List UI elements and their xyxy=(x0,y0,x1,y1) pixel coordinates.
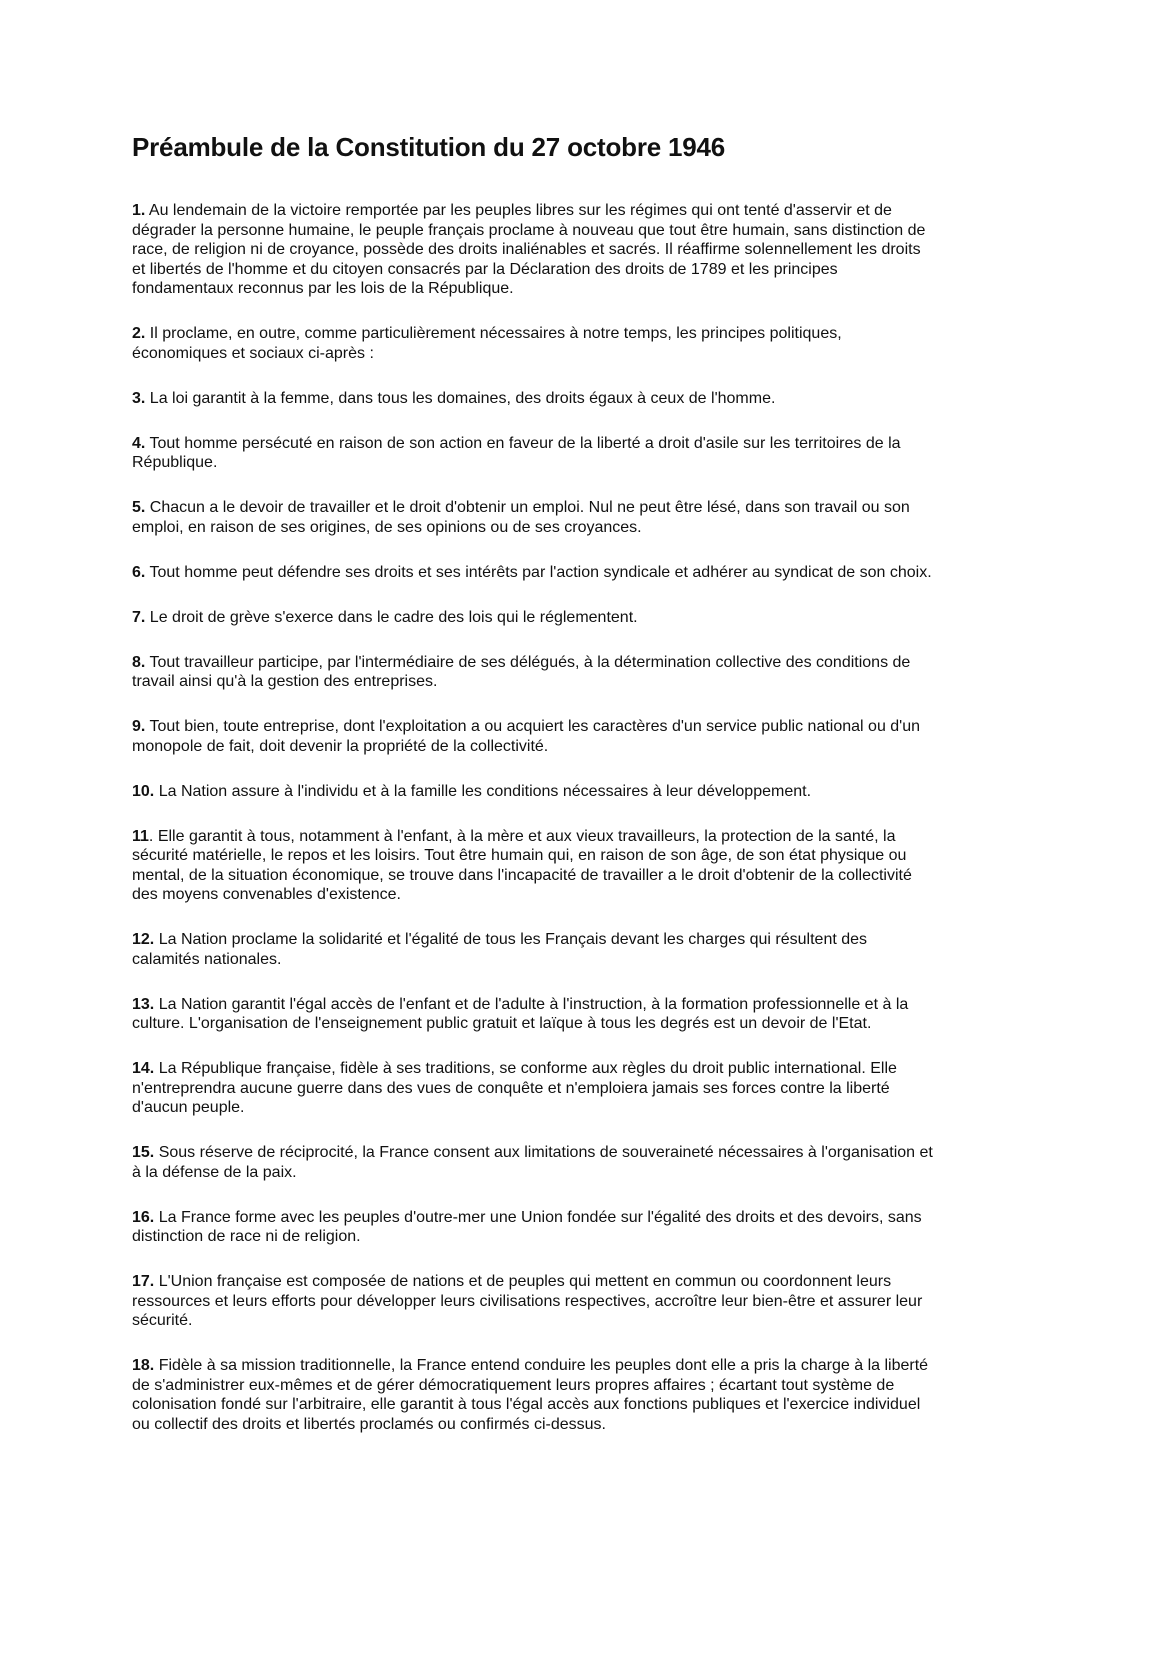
article-number: 13. xyxy=(132,995,155,1013)
document-title: Préambule de la Constitution du 27 octobre 1946 xyxy=(132,132,726,162)
line-text: race, de religion ni de croyance, possède des droits inaliénables et sacrés. Il réaffirme solennellement les droits xyxy=(132,241,921,258)
paragraph-line xyxy=(132,1272,992,1292)
line-text: de s'administrer eux-mêmes et de gérer démocratiquement leurs propres affaires ; écartant tout système de xyxy=(132,1376,895,1394)
paragraph-line xyxy=(132,1292,992,1312)
line-text: fondamentaux reconnus par les lois de la République. xyxy=(132,280,514,297)
line-text: Tout travailleur participe, par l'intermédiaire de ses délégués, à la détermination collective des conditions de xyxy=(149,653,911,671)
line-text: colonisation fondé sur l'arbitraire, elle garantit à tous l'égal accès aux fonctions publiques et l'exercice individuel xyxy=(132,1396,921,1413)
line-text: des moyens convenables d'existence. xyxy=(132,886,401,903)
line-text: La Nation garantit l'égal accès de l'enfant et de l'adulte à l'instruction, à la formation professionnelle et à la xyxy=(158,995,909,1013)
article-number: 18. xyxy=(132,1357,155,1374)
article-number: 3. xyxy=(132,389,146,407)
article-paragraph xyxy=(132,930,992,969)
paragraph-line xyxy=(132,563,992,583)
line-text: La France forme avec les peuples d'outre-mer une Union fondée sur l'égalité des droits et des devoirs, sans xyxy=(158,1208,922,1226)
paragraph-line xyxy=(132,995,992,1015)
paragraph-line xyxy=(132,672,992,692)
paragraph-line xyxy=(132,950,992,970)
line-text: à la défense de la paix. xyxy=(132,1163,297,1181)
article-paragraph xyxy=(132,324,992,363)
line-text: Au lendemain de la victoire remportée par les peuples libres sur les régimes qui ont tenté d'asservir et de xyxy=(148,202,892,219)
paragraph-line xyxy=(132,434,992,454)
line-text: Le droit de grève s'exerce dans le cadre des lois qui le réglementent. xyxy=(149,608,638,626)
line-text: économiques et sociaux ci-après : xyxy=(132,344,374,362)
paragraph-line xyxy=(132,1311,992,1331)
paragraph-line xyxy=(132,1079,992,1099)
article-number: 10. xyxy=(132,782,155,800)
paragraph-line xyxy=(132,1415,992,1435)
line-text: La Nation assure à l'individu et à la famille les conditions nécessaires à leur développement. xyxy=(158,782,812,800)
article-number: 1. xyxy=(132,202,146,219)
paragraph-line xyxy=(132,717,992,737)
line-text: La loi garantit à la femme, dans tous les domaines, des droits égaux à ceux de l'homme. xyxy=(149,389,776,407)
line-text: emploi, en raison de ses origines, de ses opinions ou de ses croyances. xyxy=(132,518,642,536)
line-text: Fidèle à sa mission traditionnelle, la France entend conduire les peuples dont elle a pris la charge à la liberté xyxy=(158,1357,929,1374)
line-text: L'Union française est composée de nations et de peuples qui mettent en commun ou coordonnent leurs xyxy=(158,1273,892,1290)
article-number: 17. xyxy=(132,1273,155,1290)
paragraph-line xyxy=(132,1376,992,1396)
article-number: 6. xyxy=(132,563,146,581)
line-text: mental, de la situation économique, se trouve dans l'incapacité de travailler a le droit d'obtenir de la collectivité xyxy=(132,866,912,884)
paragraph-line xyxy=(132,1163,992,1183)
line-text: distinction de race ni de religion. xyxy=(132,1228,361,1245)
article-paragraph xyxy=(132,717,992,756)
paragraph-line xyxy=(132,240,992,260)
article-paragraph xyxy=(132,1143,992,1182)
line-text: calamités nationales. xyxy=(132,950,282,968)
paragraph-line xyxy=(132,498,992,518)
article-paragraph xyxy=(132,563,992,583)
paragraph-line xyxy=(132,930,992,950)
paragraph-line xyxy=(132,846,992,866)
article-number: 16. xyxy=(132,1208,155,1226)
paragraph-line xyxy=(132,518,992,538)
article-paragraph xyxy=(132,827,992,905)
paragraph-line xyxy=(132,653,992,673)
article-paragraph xyxy=(132,995,992,1034)
article-number: 15. xyxy=(132,1144,155,1161)
article-paragraph xyxy=(132,498,992,537)
line-text: monopole de fait, doit devenir la propriété de la collectivité. xyxy=(132,737,549,755)
paragraph-line xyxy=(132,782,992,802)
line-text: et libertés de l'homme et du citoyen consacrés par la Déclaration des droits de 1789 et les principes xyxy=(132,260,838,278)
line-text: . Elle garantit à tous, notamment à l'enfant, à la mère et aux vieux travailleurs, la protection de la santé, la xyxy=(148,827,896,845)
paragraph-line xyxy=(132,344,992,364)
line-text: Sous réserve de réciprocité, la France consent aux limitations de souveraineté nécessaires à l'organisation et xyxy=(158,1144,933,1161)
article-number: 5. xyxy=(132,499,146,516)
line-text: n'entreprendra aucune guerre dans des vues de conquête et n'emploiera jamais ses forces contre la liberté xyxy=(132,1079,890,1097)
line-text: Il proclame, en outre, comme particulièrement nécessaires à notre temps, les principes politiques, xyxy=(149,325,842,342)
article-paragraph xyxy=(132,782,992,802)
article-paragraph xyxy=(132,1059,992,1118)
article-number: 12. xyxy=(132,931,155,948)
paragraph-line xyxy=(132,1227,992,1247)
line-text: La Nation proclame la solidarité et l'égalité de tous les Français devant les charges qui résultent des xyxy=(158,931,868,948)
article-paragraph xyxy=(132,1208,992,1247)
line-text: Chacun a le devoir de travailler et le droit d'obtenir un emploi. Nul ne peut être lésé, dans son travail ou son xyxy=(149,499,910,516)
paragraph-line xyxy=(132,201,992,221)
paragraph-line xyxy=(132,608,992,628)
line-text: sécurité. xyxy=(132,1312,193,1329)
article-paragraph xyxy=(132,389,992,409)
paragraph-line xyxy=(132,1395,992,1415)
line-text: culture. L'organisation de l'enseignement public gratuit et laïque à tous les degrés est un devoir de l'Etat. xyxy=(132,1015,872,1032)
article-paragraph xyxy=(132,201,992,299)
line-text: Tout homme persécuté en raison de son action en faveur de la liberté a droit d'asile sur les territoires de la xyxy=(149,434,901,452)
article-number: 11 xyxy=(132,827,149,845)
article-paragraph xyxy=(132,1272,992,1331)
article-number: 8. xyxy=(132,653,146,671)
line-text: Tout bien, toute entreprise, dont l'exploitation a ou acquiert les caractères d'un service public national ou d'un xyxy=(149,718,921,735)
paragraph-line xyxy=(132,1356,992,1376)
line-text: Tout homme peut défendre ses droits et ses intérêts par l'action syndicale et adhérer au syndicat de son choix. xyxy=(149,563,932,581)
line-text: sécurité matérielle, le repos et les loisirs. Tout être humain qui, en raison de son âge, de son état physique ou xyxy=(132,847,907,864)
paragraph-line xyxy=(132,279,992,299)
paragraph-line xyxy=(132,1143,992,1163)
paragraph-line xyxy=(132,866,992,886)
paragraph-line xyxy=(132,260,992,280)
paragraph-line xyxy=(132,221,992,241)
article-number: 14. xyxy=(132,1060,155,1077)
paragraph-line xyxy=(132,827,992,847)
article-number: 2. xyxy=(132,325,146,342)
paragraph-line xyxy=(132,1014,992,1034)
article-paragraph xyxy=(132,1356,992,1434)
article-paragraph xyxy=(132,653,992,692)
article-paragraph xyxy=(132,608,992,628)
paragraph-line xyxy=(132,1098,992,1118)
article-paragraph xyxy=(132,434,992,473)
line-text: dégrader la personne humaine, le peuple français proclame à nouveau que tout être humain, sans distinction de xyxy=(132,221,926,239)
paragraph-line xyxy=(132,737,992,757)
line-text: d'aucun peuple. xyxy=(132,1099,245,1116)
article-number: 4. xyxy=(132,434,146,452)
paragraph-line xyxy=(132,885,992,905)
paragraph-line xyxy=(132,389,992,409)
paragraph-line xyxy=(132,324,992,344)
line-text: ressources et leurs efforts pour développer leurs civilisations respectives, accroître leur bien-être et assurer leur xyxy=(132,1292,923,1310)
line-text: ou collectif des droits et libertés proclamés ou confirmés ci-dessus. xyxy=(132,1415,606,1433)
paragraph-line xyxy=(132,1208,992,1228)
line-text: travail ainsi qu'à la gestion des entreprises. xyxy=(132,673,438,690)
line-text: La République française, fidèle à ses traditions, se conforme aux règles du droit public international. Elle xyxy=(158,1060,897,1077)
document-page xyxy=(132,131,992,1460)
article-number: 9. xyxy=(132,718,146,735)
article-number: 7. xyxy=(132,608,146,626)
paragraph-list xyxy=(132,201,992,1434)
line-text: République. xyxy=(132,454,218,471)
paragraph-line xyxy=(132,1059,992,1079)
paragraph-line xyxy=(132,453,992,473)
